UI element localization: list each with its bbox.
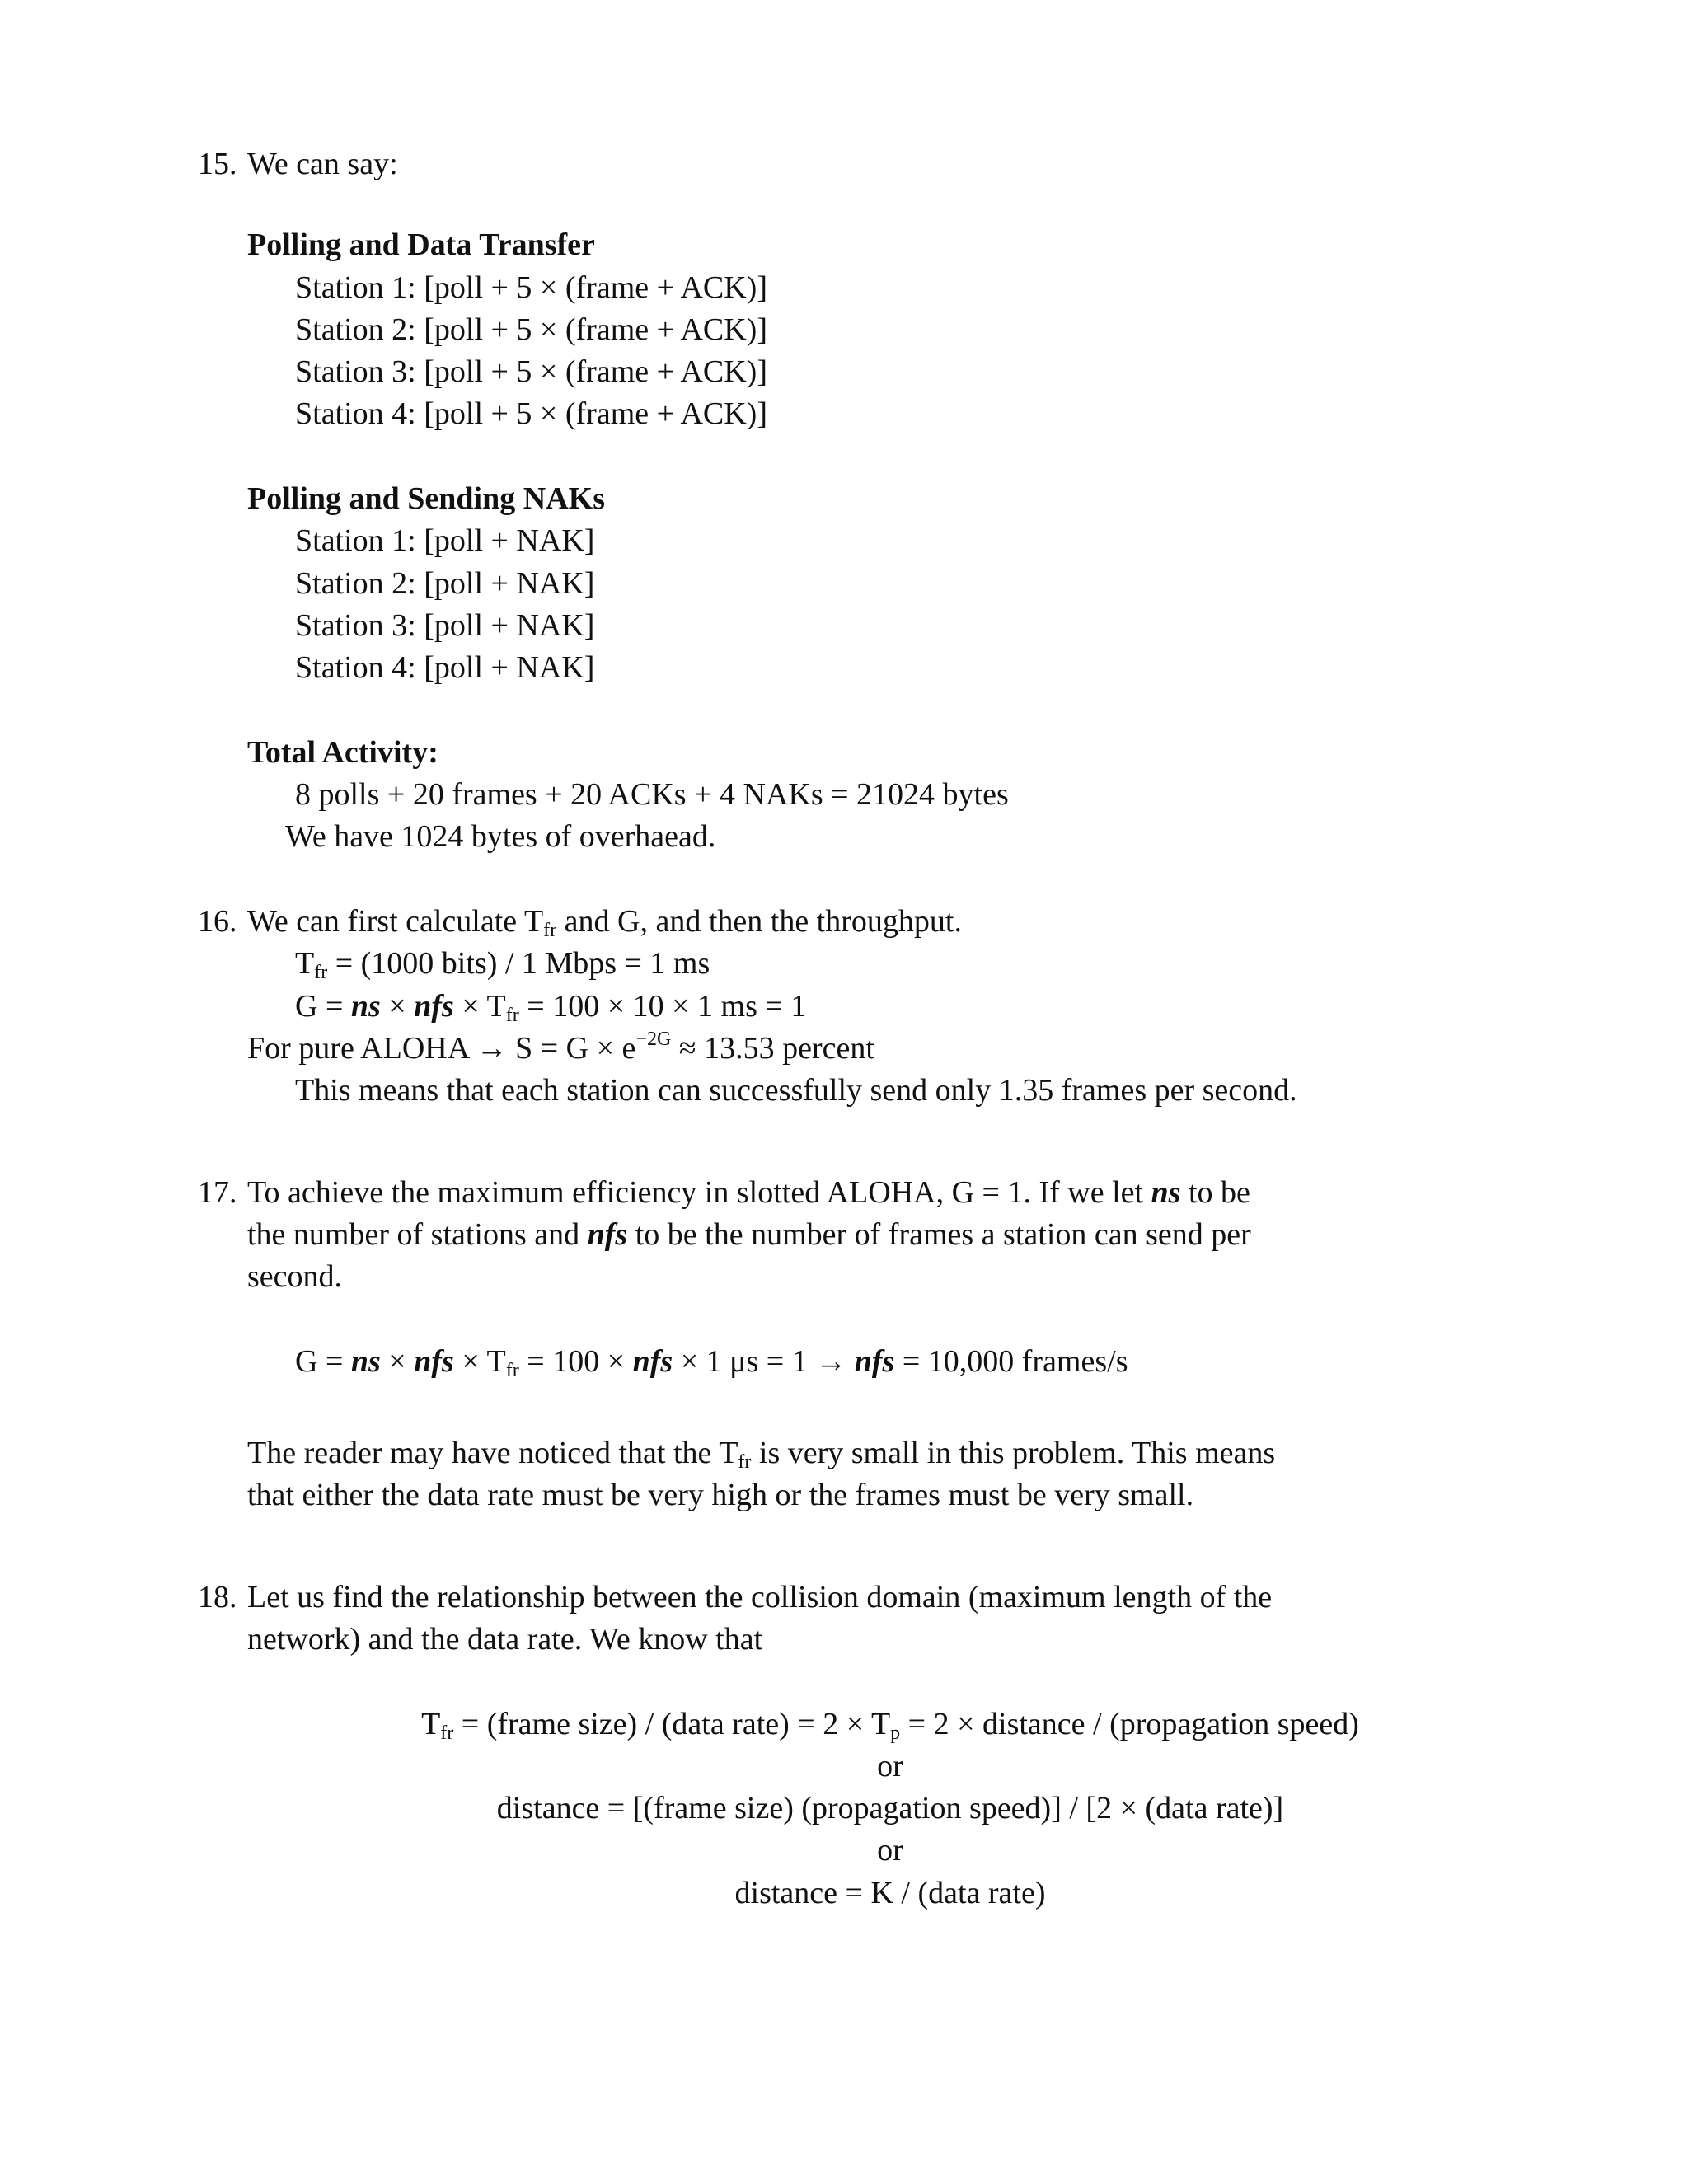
transfer-station-2: Station 2: [poll + 5 × (frame + ACK)] <box>295 312 767 347</box>
transfer-station-4: Station 4: [poll + 5 × (frame + ACK)] <box>295 396 767 431</box>
p17-line-2: the number of stations and nfs to be the number of frames a station can send per <box>247 1217 1251 1252</box>
g-equation: G = ns × nfs × $T_{fr} = 100 \times 10 \times 1$ ms = 1 <box>295 989 807 1026</box>
p15-intro: We can say: <box>247 147 398 181</box>
pure-aloha-equation: For pure ALOHA → $S = G \times e^{-2G} \approx 13.53$ percent <box>247 1029 874 1066</box>
item-number-16: 16. <box>198 904 237 939</box>
p18-line-2: network) and the data rate. We know that <box>247 1622 763 1657</box>
heading-total-activity: Total Activity: <box>247 735 438 770</box>
p16-intro: We can first calculate $T_{fr}$ and G, and then the throughput. <box>247 904 962 941</box>
distance-equation: distance = [(frame size) (propagation speed)] / [2 × (data rate)] <box>496 1791 1284 1825</box>
p18-line-1: Let us find the relationship between the collision domain (maximum length of the <box>247 1580 1273 1615</box>
nak-station-3: Station 3: [poll + NAK] <box>295 608 595 643</box>
total-activity-line: 8 polls + 20 frames + 20 ACKs + 4 NAKs = 21024 bytes <box>295 777 1009 812</box>
p17-line-3: second. <box>247 1259 343 1294</box>
item-number-15: 15. <box>198 147 237 181</box>
p17-line-1: To achieve the maximum efficiency in slotted ALOHA, G = 1. If we let ns to be <box>247 1175 1250 1210</box>
nak-station-2: Station 2: [poll + NAK] <box>295 566 595 601</box>
or-separator-2: or <box>877 1833 903 1868</box>
heading-polling-data-transfer: Polling and Data Transfer <box>247 227 595 262</box>
overhead-line: We have 1024 bytes of overhaead. <box>285 819 716 854</box>
p16-meaning: This means that each station can successfully send only 1.35 frames per second. <box>295 1073 1297 1108</box>
nak-station-4: Station 4: [poll + NAK] <box>295 650 595 685</box>
nak-station-1: Station 1: [poll + NAK] <box>295 523 595 558</box>
tfr-equation: $T_{fr} = (1000$ bits) / 1 Mbps = 1 ms <box>295 946 710 983</box>
or-separator-1: or <box>877 1749 903 1783</box>
heading-polling-sending-naks: Polling and Sending NAKs <box>247 481 605 516</box>
p17-remark-line-1: The reader may have noticed that the $T_{fr}$ is very small in this problem. This means <box>247 1436 1276 1473</box>
transfer-station-1: Station 1: [poll + 5 × (frame + ACK)] <box>295 270 767 305</box>
tfr-distance-equation: $T_{fr}$ = (frame size) / (data rate) = $2 \times T_p = 2$ × distance / (propagation speed) <box>421 1707 1359 1744</box>
transfer-station-3: Station 3: [poll + 5 × (frame + ACK)] <box>295 354 767 389</box>
slotted-aloha-equation: G = ns × nfs × $T_{fr} = 100$ × nfs × 1 μs = 1 → nfs = 10,000 frames/s <box>295 1344 1128 1381</box>
p17-remark-line-2: that either the data rate must be very high or the frames must be very small. <box>247 1478 1194 1512</box>
item-number-18: 18. <box>198 1580 237 1615</box>
distance-k-equation: distance = K / (data rate) <box>734 1876 1046 1910</box>
item-number-17: 17. <box>198 1175 237 1210</box>
